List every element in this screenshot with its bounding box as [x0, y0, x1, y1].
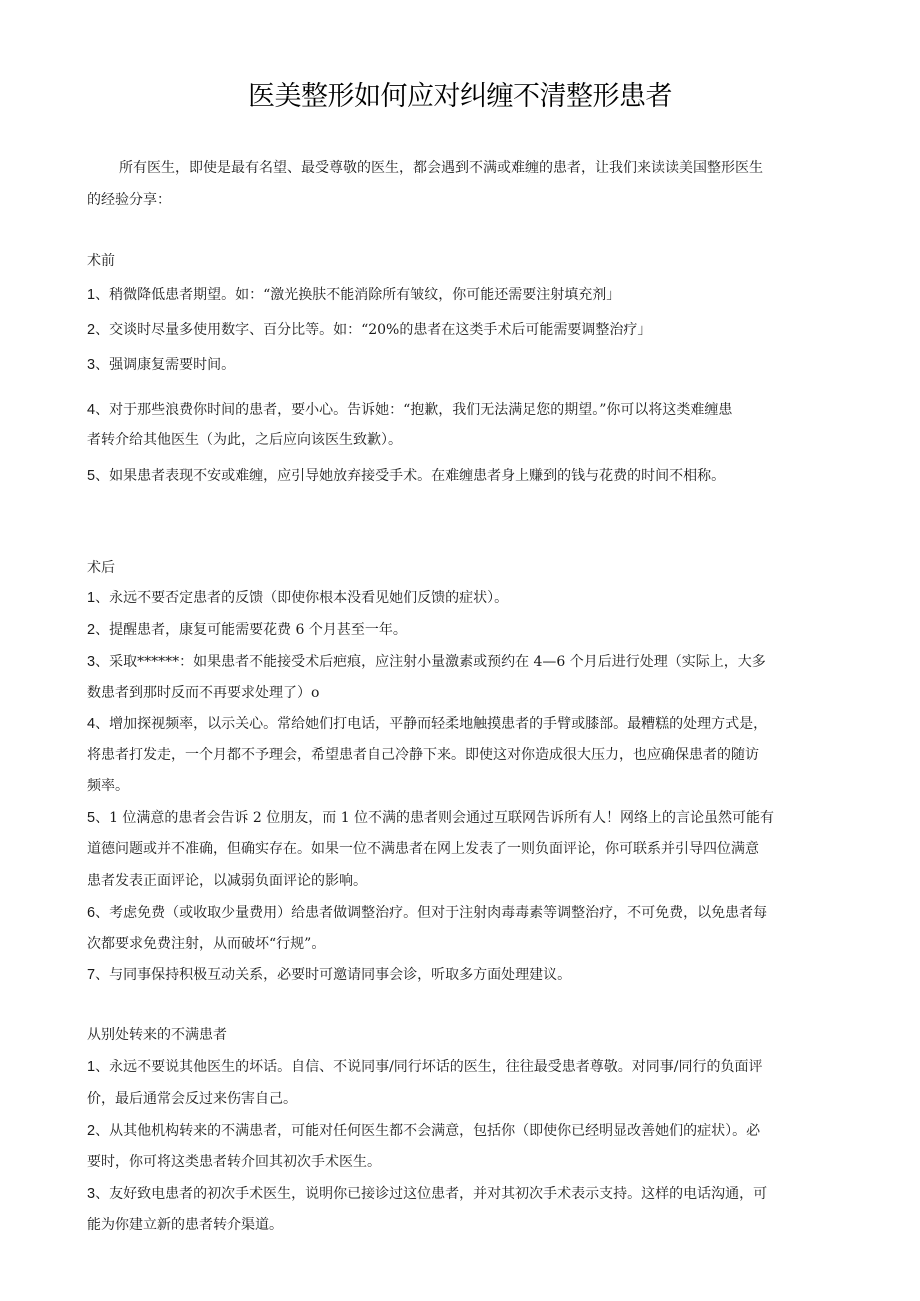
- list-item: 5、1 位满意的患者会告诉 2 位朋友，而 1 位不满的患者则会通过互联网告诉所有人！网络上的言论虽然可能有: [87, 810, 775, 826]
- list-item: 1、永远不要否定患者的反馈（即使你根本没看见她们反馈的症状）。: [87, 590, 509, 606]
- list-item-continuation: 价，最后通常会反过来伤害自己。: [87, 1091, 297, 1107]
- list-item: 4、增加探视频率，以示关心。常给她们打电话，平静而轻柔地触摸患者的手臂或膝部。最糟糕的处理方式是，: [87, 716, 768, 732]
- page-title: 医美整形如何应对纠缠不清整形患者: [248, 81, 672, 112]
- list-item: 5、如果患者表现不安或难缠，应引导她放弃接受手术。在难缠患者身上赚到的钱与花费的时间不相称。: [87, 468, 726, 484]
- list-item-continuation: 能为你建立新的患者转介渠道。: [87, 1217, 283, 1233]
- intro-line-1: 所有医生，即使是最有名望、最受尊敬的医生，都会遇到不满或难缠的患者，让我们来读读美国整形医生: [119, 160, 763, 176]
- list-item-continuation: 频率。: [87, 778, 129, 794]
- section-heading-post: 术后: [87, 560, 115, 576]
- list-item-continuation: 患者发表正面评论，以减弱负面评论的影响。: [87, 873, 367, 889]
- list-item: 2、提醒患者，康复可能需要花费 6 个月甚至一年。: [87, 622, 407, 638]
- list-item: 2、从其他机构转来的不满患者，可能对任何医生都不会满意，包括你（即使你已经明显改善她们的症状）。必: [87, 1123, 761, 1139]
- list-item-continuation: 要时，你可将这类患者转介回其初次手术医生。: [87, 1154, 381, 1170]
- section-heading-referred: 从别处转来的不满患者: [87, 1027, 227, 1043]
- list-item: 2、交谈时尽量多使用数字、百分比等。如：“20%的患者在这类手术后可能需要调整治疗」: [87, 322, 652, 338]
- section-heading-pre: 术前: [87, 253, 115, 269]
- list-item: 1、稍微降低患者期望。如：“激光换肤不能消除所有皱纹，你可能还需要注射填充剂」: [87, 287, 621, 303]
- list-item: 1、永远不要说其他医生的坏话。自信、不说同事/同行坏话的医生，往往最受患者尊敬。对同事/同行的负面评: [87, 1059, 763, 1075]
- list-item: 3、强调康复需要时间。: [87, 357, 236, 373]
- list-item: 7、与同事保持积极互动关系，必要时可邀请同事会诊，听取多方面处理建议。: [87, 967, 572, 983]
- list-item: 6、考虑免费（或收取少量费用）给患者做调整治疗。但对于注射肉毒毒素等调整治疗，不可免费，以免患者每: [87, 905, 768, 921]
- list-item-continuation: 道德问题或并不准确，但确实存在。如果一位不满患者在网上发表了一则负面评论，你可联系并引导四位满意: [87, 841, 759, 857]
- list-item-continuation: 将患者打发走，一个月都不予理会，希望患者自己冷静下来。即使这对你造成很大压力，也应确保患者的随访: [87, 747, 759, 763]
- list-item: 3、友好致电患者的初次手术医生，说明你已接诊过这位患者，并对其初次手术表示支持。这样的电话沟通，可: [87, 1186, 768, 1202]
- list-item: 4、对于那些浪费你时间的患者，要小心。告诉她：“抱歉，我们无法满足您的期望。”你可以将这类难缠患: [87, 402, 733, 418]
- intro-line-2: 的经验分享：: [87, 192, 171, 208]
- list-item: 3、采取******：如果患者不能接受术后疤痕，应注射小量激素或预约在 4—6 个月后进行处理（实际上，大多: [87, 654, 766, 670]
- list-item-continuation: 者转介给其他医生（为此，之后应向该医生致歉）。: [87, 432, 402, 448]
- list-item-continuation: 数患者到那时反而不再要求处理了）o: [87, 685, 320, 701]
- list-item-continuation: 次都要求免费注射，从而破坏“行规”。: [87, 936, 326, 952]
